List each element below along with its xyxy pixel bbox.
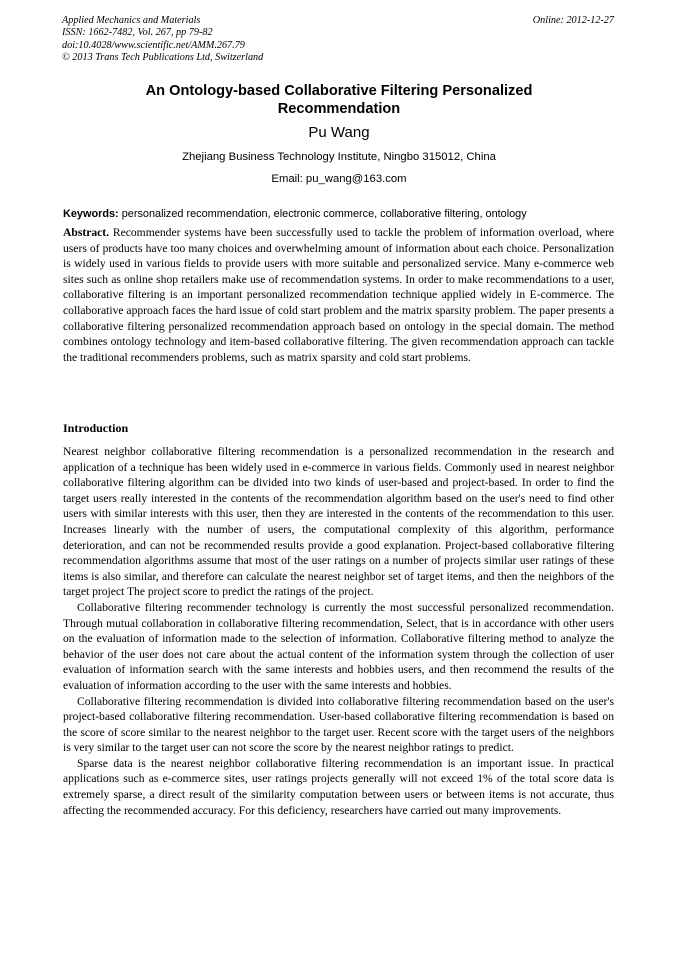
abstract [63,225,614,365]
author-affiliation: Zhejiang Business Technology Institute, Ningbo 315012, China [182,151,496,163]
doi-line: doi:10.4028/www.scientific.net/AMM.267.79 [62,39,245,51]
keywords-label: Keywords: [63,208,119,220]
keywords-text: personalized recommendation, electronic commerce, collaborative filtering, ontology [118,208,527,220]
author-email: Email: pu_wang@163.com [271,173,407,185]
paper-title: An Ontology-based Collaborative Filtering Personalized Recommendation [145,83,533,117]
journal-name: Applied Mechanics and Materials [62,15,201,26]
intro-paragraph: Sparse data is the nearest neighbor collaborative filtering recommendation is an important issue. In practical applications such as e-commerce sites, user ratings projects generally will not exceed 1% of the total score data is extremely sparse, a direct result of the similarity computation between users or between items is not accurate, thus affecting the recommended accuracy. For this deficiency, researchers have carried out many improvements. [63,756,614,817]
intro-paragraph: Nearest neighbor collaborative filtering recommendation is a personalized recommendation in the research and application of a technique has been widely used in e-commerce in various fields. Commonly used in nearest neighbor collaborative filtering algorithm can be divided into two kinds of user-based and project-based. In order to find the target users really interested in the contents of the recommendation algorithm based on the user's need to find other users with similar interests with this user, then they are interested in the contents of the recommendation to this user. Increases linearly with the number of users, the computational complexity of this algorithm, performance deterioration, and can not be recommended results provide a good explanation. Project-based collaborative filtering recommendation algorithms assume that most of the user ratings on a number of projects similar user ratings of these items is also similar, and therefore can calculate the nearest neighbor set of target items, and then the neighbors of the target project The project score to predict the ratings of the project. [63,445,614,599]
section-heading-introduction: Introduction [63,421,129,435]
publication-info [62,15,263,64]
keywords [63,207,623,221]
copyright-line: © 2013 Trans Tech Publications Ltd, Switzerland [62,51,264,63]
intro-paragraph: Collaborative filtering recommender technology is currently the most successful personalized recommendation. Through mutual collaboration in collaborative filtering recommendation, Select, that is in accordance with other users on the evaluation of information made to the selection of information. Collaborative filtering method to analyze the behavior of the user does not care about the actual content of the information system through the collection of user evaluation of information search with the same interests and hobbies users, and then recommend the results of the evaluation of information according to the user with the same interests and hobbies. [63,600,614,692]
abstract-label: Abstract. [63,226,110,239]
introduction-body [63,444,614,818]
issn-line: ISSN: 1662-7482, Vol. 267, pp 79-82 [62,27,213,39]
author-name: Pu Wang [308,124,370,141]
intro-paragraph: Collaborative filtering recommendation is divided into collaborative filtering recommendation based on the user's project-based collaborative filtering recommendation. User-based collaborative filtering recommendation is based on the score of score similar to the nearest neighbor to the target user. Recent score with the target users of the neighbors is very similar to the target user can not score the score by the nearest neighbor ratings to predict. [63,694,614,755]
abstract-text: Recommender systems have been successfully used to tackle the problem of information overload, where users of products have too many choices and overwhelming amount of information about each choice. Personalization is widely used in various fields to provide users with more suitable and personalized service. Many e-commerce web sites such as online shop retailers make use of recommendation systems. In order to make recommendations to a user, collaborative filtering is an important personalized recommendation technique applied widely in E-commerce. The collaborative approach faces the hard issue of cold start problem and the matrix sparsity problem. The paper presents a collaborative filtering personalized recommendation approach based on ontology in the special domain. The method combines ontology technology and item-based collaborative filtering. The given recommendation approach can tackle the traditional recommenders problems, such as matrix sparsity and cold start problems. [63,226,614,364]
online-date: Online: 2012-12-27 [532,15,614,26]
